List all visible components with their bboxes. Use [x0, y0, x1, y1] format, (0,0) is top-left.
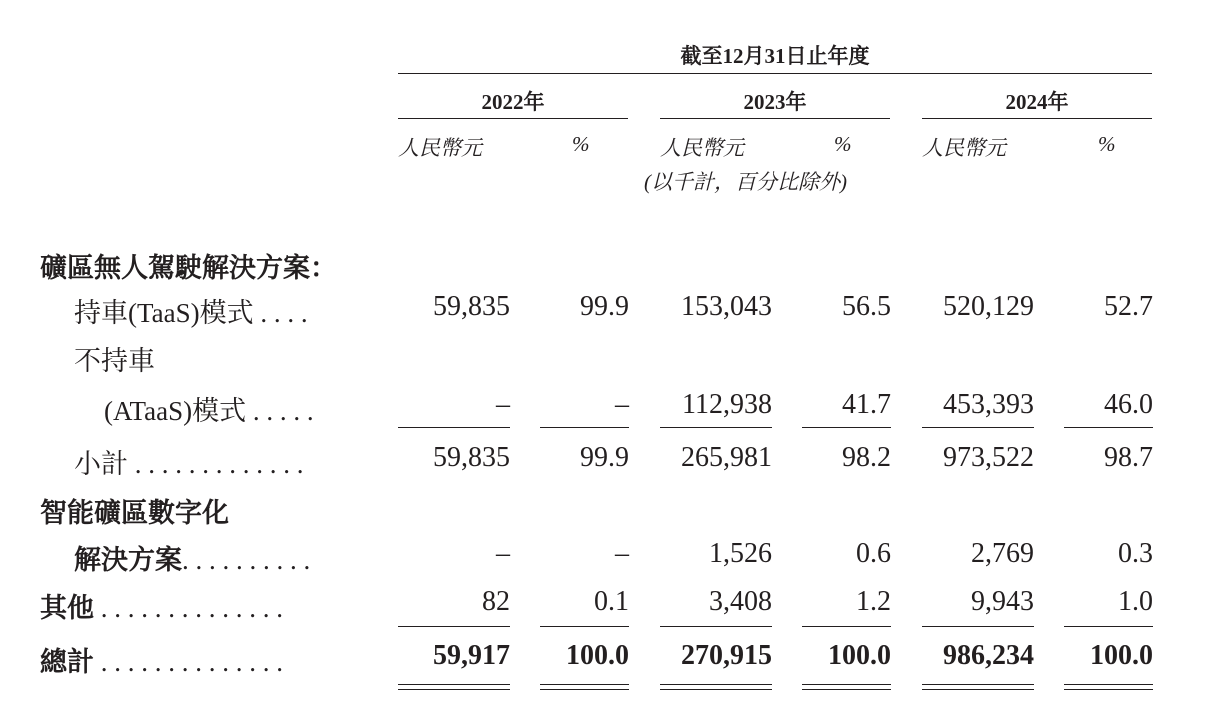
total-2023-pct: 100.0	[828, 640, 891, 671]
total-2023-rmb: 270,915	[681, 640, 772, 671]
subtotal-label: 小計	[74, 449, 128, 479]
subtotal-2024-rmb: 973,522	[943, 442, 1034, 473]
taas-2024-pct: 52.7	[1104, 291, 1153, 322]
digital-2022-pct: –	[615, 538, 629, 569]
header-rule	[398, 73, 1152, 74]
total-double-rule	[398, 684, 510, 690]
others-label: 其他	[40, 593, 94, 623]
others-dots: . . . . . . . . . . . . . .	[100, 593, 283, 623]
subtotal-rule	[922, 427, 1034, 428]
taas-dots: . . . .	[260, 298, 308, 328]
subtotal-2022-rmb: 59,835	[433, 442, 510, 473]
total-dots: . . . . . . . . . . . . . .	[100, 647, 283, 677]
total-double-rule	[540, 684, 629, 690]
total-2024-pct: 100.0	[1090, 640, 1153, 671]
total-double-rule	[660, 684, 772, 690]
digital-2024-rmb: 2,769	[971, 538, 1034, 569]
taas-2022-pct: 99.9	[580, 291, 629, 322]
total-rule	[922, 626, 1034, 627]
ataas-2022-pct: –	[615, 389, 629, 420]
others-2022-rmb: 82	[482, 586, 510, 617]
currency-label-2022: 人民幣元	[398, 136, 482, 160]
subtotal-2023-rmb: 265,981	[681, 442, 772, 473]
currency-label-2024: 人民幣元	[922, 136, 1006, 160]
year-2024-rule	[922, 118, 1152, 119]
ataas-label: (ATaaS)模式	[104, 396, 247, 426]
total-rule	[802, 626, 891, 627]
row-label-ataas	[104, 389, 314, 428]
subtotal-rule	[540, 427, 629, 428]
taas-2023-rmb: 153,043	[681, 291, 772, 322]
ataas-dots: . . . . .	[252, 396, 314, 426]
total-rule	[398, 626, 510, 627]
ataas-2023-rmb: 112,938	[682, 389, 772, 420]
ataas-2024-pct: 46.0	[1104, 389, 1153, 420]
total-double-rule	[1064, 684, 1153, 690]
subtotal-rule	[802, 427, 891, 428]
total-2022-pct: 100.0	[566, 640, 629, 671]
taas-2022-rmb: 59,835	[433, 291, 510, 322]
subtotal-rule	[398, 427, 510, 428]
total-rule	[540, 626, 629, 627]
total-rule	[660, 626, 772, 627]
year-2024-header: 2024年	[1005, 90, 1069, 114]
digital-dots: . . . . . . . . . .	[182, 545, 311, 575]
subtotal-dots: . . . . . . . . . . . . .	[134, 449, 304, 479]
subtotal-2022-pct: 99.9	[580, 442, 629, 473]
total-2022-rmb: 59,917	[433, 640, 510, 671]
section-mining-heading: 礦區無人駕駛解決方案：	[40, 253, 337, 283]
year-2023-header: 2023年	[743, 90, 807, 114]
digital-label-line1: 智能礦區數字化	[40, 498, 229, 528]
subtotal-rule	[1064, 427, 1153, 428]
row-label-digital	[74, 538, 310, 577]
unit-note: (以千計，百分比除外)	[644, 170, 847, 194]
year-2023-rule	[660, 118, 890, 119]
taas-2024-rmb: 520,129	[943, 291, 1034, 322]
ataas-label-line1: 不持車	[74, 346, 155, 376]
taas-label: 持車(TaaS)模式	[74, 298, 254, 328]
total-rule	[1064, 626, 1153, 627]
others-2022-pct: 0.1	[594, 586, 629, 617]
digital-2023-rmb: 1,526	[709, 538, 772, 569]
currency-label-2023: 人民幣元	[660, 136, 744, 160]
percent-label-2024: %	[1098, 132, 1116, 156]
ataas-2022-rmb: –	[496, 389, 510, 420]
row-label-total	[40, 640, 283, 679]
total-double-rule	[802, 684, 891, 690]
digital-label: 解決方案	[74, 545, 182, 575]
total-2024-rmb: 986,234	[943, 640, 1034, 671]
digital-2022-rmb: –	[496, 538, 510, 569]
ataas-2023-pct: 41.7	[842, 389, 891, 420]
others-2024-pct: 1.0	[1118, 586, 1153, 617]
others-2024-rmb: 9,943	[971, 586, 1034, 617]
subtotal-2023-pct: 98.2	[842, 442, 891, 473]
year-2022-rule	[398, 118, 628, 119]
total-double-rule	[922, 684, 1034, 690]
subtotal-rule	[660, 427, 772, 428]
percent-label-2022: %	[572, 132, 590, 156]
total-label: 總計	[40, 647, 94, 677]
digital-2023-pct: 0.6	[856, 538, 891, 569]
others-2023-pct: 1.2	[856, 586, 891, 617]
others-2023-rmb: 3,408	[709, 586, 772, 617]
ataas-2024-rmb: 453,393	[943, 389, 1034, 420]
percent-label-2023: %	[834, 132, 852, 156]
year-2022-header: 2022年	[481, 90, 545, 114]
row-label-taas	[74, 291, 308, 330]
taas-2023-pct: 56.5	[842, 291, 891, 322]
row-label-others	[40, 586, 283, 625]
subtotal-2024-pct: 98.7	[1104, 442, 1153, 473]
digital-2024-pct: 0.3	[1118, 538, 1153, 569]
period-title: 截至12月31日止年度	[680, 44, 870, 68]
row-label-subtotal	[74, 442, 304, 481]
